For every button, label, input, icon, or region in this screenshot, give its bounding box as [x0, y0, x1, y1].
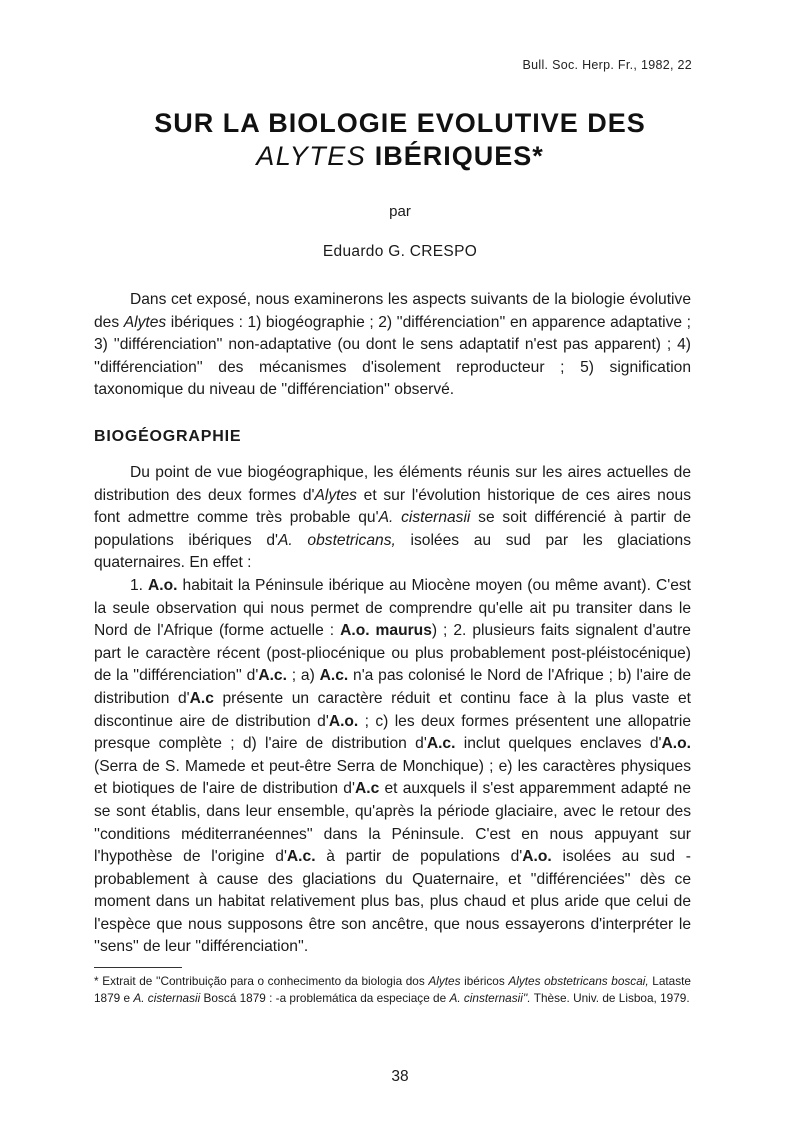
section-paragraph-2: 1. A.o. habitait la Péninsule ibérique au Miocène moyen (ou même avant). C'est la seule observation qui nous permet de comprendre qu'elle ait pu transiter dans le Nord de l'Afrique (forme actuelle : A.o. maurus) ; 2. plusieurs faits signalent d'autre part le caractère récent (post-pliocénique ou plus probablement post-pléistocénique) de la ''différenciation'' d'A.c. ; a) A.c. n'a pas colonisé le Nord de l'Afrique ; b) l'aire de distribution d'A.c présente un caractère réduit et continu face à la plus vaste et discontinue aire de distribution d'A.o. ; c) les deux formes présentent une allopatrie presque complète ; d) l'aire de distribution d'A.c. inclut quelques enclaves d'A.o. (Serra de S. Mamede et peut-être Serra de Monchique) ; e) les caractères physiques et biotiques de l'aire de distribution d'A.c et auxquels il s'est apparemment adapté ne se sont établis, dans leur ensemble, qu'après la période glaciaire, avec le retour des ''conditions méditerranéennes'' dans la Péninsule. C'est en nous appuyant sur l'hypothèse de l'origine d'A.c. à partir de populations d'A.o. isolées au sud - probablement à cause des glaciations du Quaternaire, et ''différenciées'' dès ce moment dans un habitat relativement plus bas, plus chaud et plus aride que celui de l'espèce que nous supposons être son ancêtre, que nous essayerons d'interpréter le ''sens'' de leur ''différenciation''.	[94, 576, 692, 956]
title-rest: IBÉRIQUES*	[366, 141, 544, 171]
title-genus-italic: ALYTES	[256, 141, 367, 171]
footnote-rule	[94, 967, 182, 968]
section-body	[94, 462, 691, 959]
article-title-line-2	[0, 141, 800, 172]
journal-reference: Bull. Soc. Herp. Fr., 1982, 22	[522, 58, 692, 72]
footnote: * Extrait de ''Contribuição para o conhecimento da biologia dos Alytes ibéricos Alytes obstetricans boscai, Lataste 1879 e A. cisternasii Boscá 1879 : -a problemática da especiaçe de A. cinsternasii''. Thèse. Univ. de Lisboa, 1979.	[94, 974, 691, 1005]
article-title-line-1: SUR LA BIOLOGIE EVOLUTIVE DES	[154, 108, 646, 138]
byline-par: par	[389, 203, 411, 220]
section-paragraph-1: Du point de vue biogéographique, les éléments réunis sur les aires actuelles de distribution des deux formes d'Alytes et sur l'évolution historique de ces aires nous font admettre comme très probable qu'A. cisternasii se soit différencié à partir de populations ibériques d'A. obstetricans, isolées au sud par les glaciations quaternaires. En effet :	[94, 464, 691, 572]
page-number: 38	[391, 1068, 409, 1085]
intro-paragraph: Dans cet exposé, nous examinerons les aspects suivants de la biologie évolutive des Alytes ibériques : 1) biogéographie ; 2) ''différenciation'' en apparence adaptative ; 3) ''différenciation'' non-adaptative (ou dont le sens adaptatif n'est pas apparent) ; 4) ''différenciation'' des mécanismes d'isolement reproducteur ; 5) signification taxonomique du niveau de ''différenciation'' observé.	[94, 291, 691, 399]
section-heading: BIOGÉOGRAPHIE	[94, 428, 242, 445]
author-name: Eduardo G. CRESPO	[322, 243, 478, 260]
